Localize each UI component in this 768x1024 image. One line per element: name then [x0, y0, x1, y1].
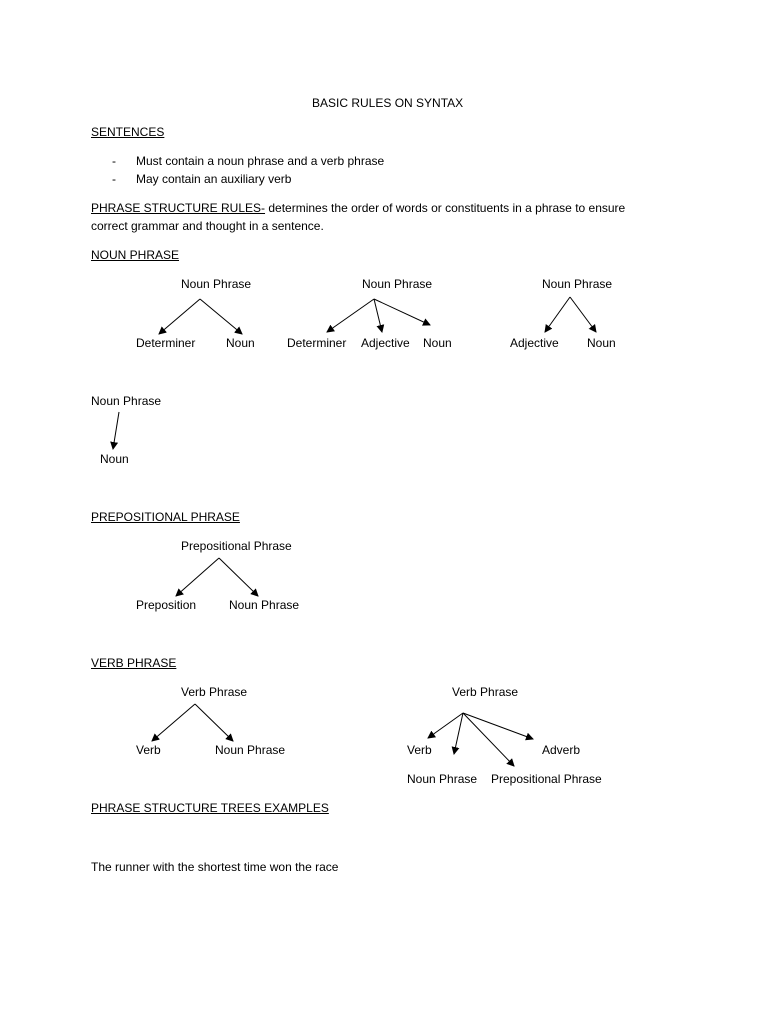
psr-heading: PHRASE STRUCTURE RULES- [91, 201, 266, 215]
noun-phrase-heading: NOUN PHRASE [91, 248, 180, 262]
tree-node-root: Verb Phrase [181, 685, 248, 699]
tree-node-root: Noun Phrase [362, 277, 433, 291]
branch-arrow [454, 713, 463, 754]
branch-arrow [463, 713, 514, 766]
tree-node-root: Verb Phrase [452, 685, 519, 699]
branch-arrow [195, 704, 233, 741]
bullet-text: May contain an auxiliary verb [136, 172, 292, 186]
verb-phrase-heading: VERB PHRASE [91, 656, 177, 670]
bullet-text: Must contain a noun phrase and a verb phrase [136, 154, 385, 168]
tree-node: Noun Phrase [229, 598, 300, 612]
branch-arrow [176, 558, 219, 596]
tree-node: Adjective [510, 336, 559, 350]
tree-node: Noun [226, 336, 255, 350]
branch-arrow [113, 412, 119, 449]
psr-line-2: correct grammar and thought in a sentence. [91, 219, 324, 233]
tree-node: Adjective [361, 336, 410, 350]
branch-arrow [219, 558, 258, 596]
tree-node: Prepositional Phrase [491, 772, 602, 786]
tree-node: Noun Phrase [407, 772, 478, 786]
branch-arrow [159, 299, 200, 334]
tree-node: Noun [423, 336, 452, 350]
tree-node: Preposition [136, 598, 197, 612]
tree-node: Determiner [136, 336, 196, 350]
tree-node: Noun [587, 336, 616, 350]
example-sentence: The runner with the shortest time won the race [91, 860, 339, 874]
tree-node: Adverb [542, 743, 581, 757]
branch-arrow [374, 299, 430, 325]
examples-heading: PHRASE STRUCTURE TREES EXAMPLES [91, 801, 329, 815]
branch-arrow [200, 299, 242, 334]
prepositional-phrase-heading: PREPOSITIONAL PHRASE [91, 510, 240, 524]
tree-node-root: Noun Phrase [181, 277, 252, 291]
branch-arrow [428, 713, 463, 738]
tree-node-root: Noun Phrase [91, 394, 162, 408]
branch-arrow [570, 297, 596, 332]
branch-arrow [327, 299, 374, 332]
tree-node-root: Prepositional Phrase [181, 539, 292, 553]
bullet-dash: - [112, 172, 116, 186]
branch-arrow [374, 299, 382, 332]
branch-arrow [545, 297, 570, 332]
branch-arrow [463, 713, 533, 739]
tree-node: Determiner [287, 336, 347, 350]
page-title: BASIC RULES ON SYNTAX [312, 96, 464, 110]
bullet-dash: - [112, 154, 116, 168]
sentences-heading: SENTENCES [91, 125, 165, 139]
psr-text: determines the order of words or constituents in a phrase to ensure [265, 201, 626, 215]
psr-line-1 [91, 199, 625, 217]
tree-node: Verb [407, 743, 432, 757]
tree-node-root: Noun Phrase [542, 277, 613, 291]
tree-node: Verb [136, 743, 161, 757]
tree-node: Noun Phrase [215, 743, 286, 757]
branch-arrow [152, 704, 195, 741]
tree-node: Noun [100, 452, 129, 466]
